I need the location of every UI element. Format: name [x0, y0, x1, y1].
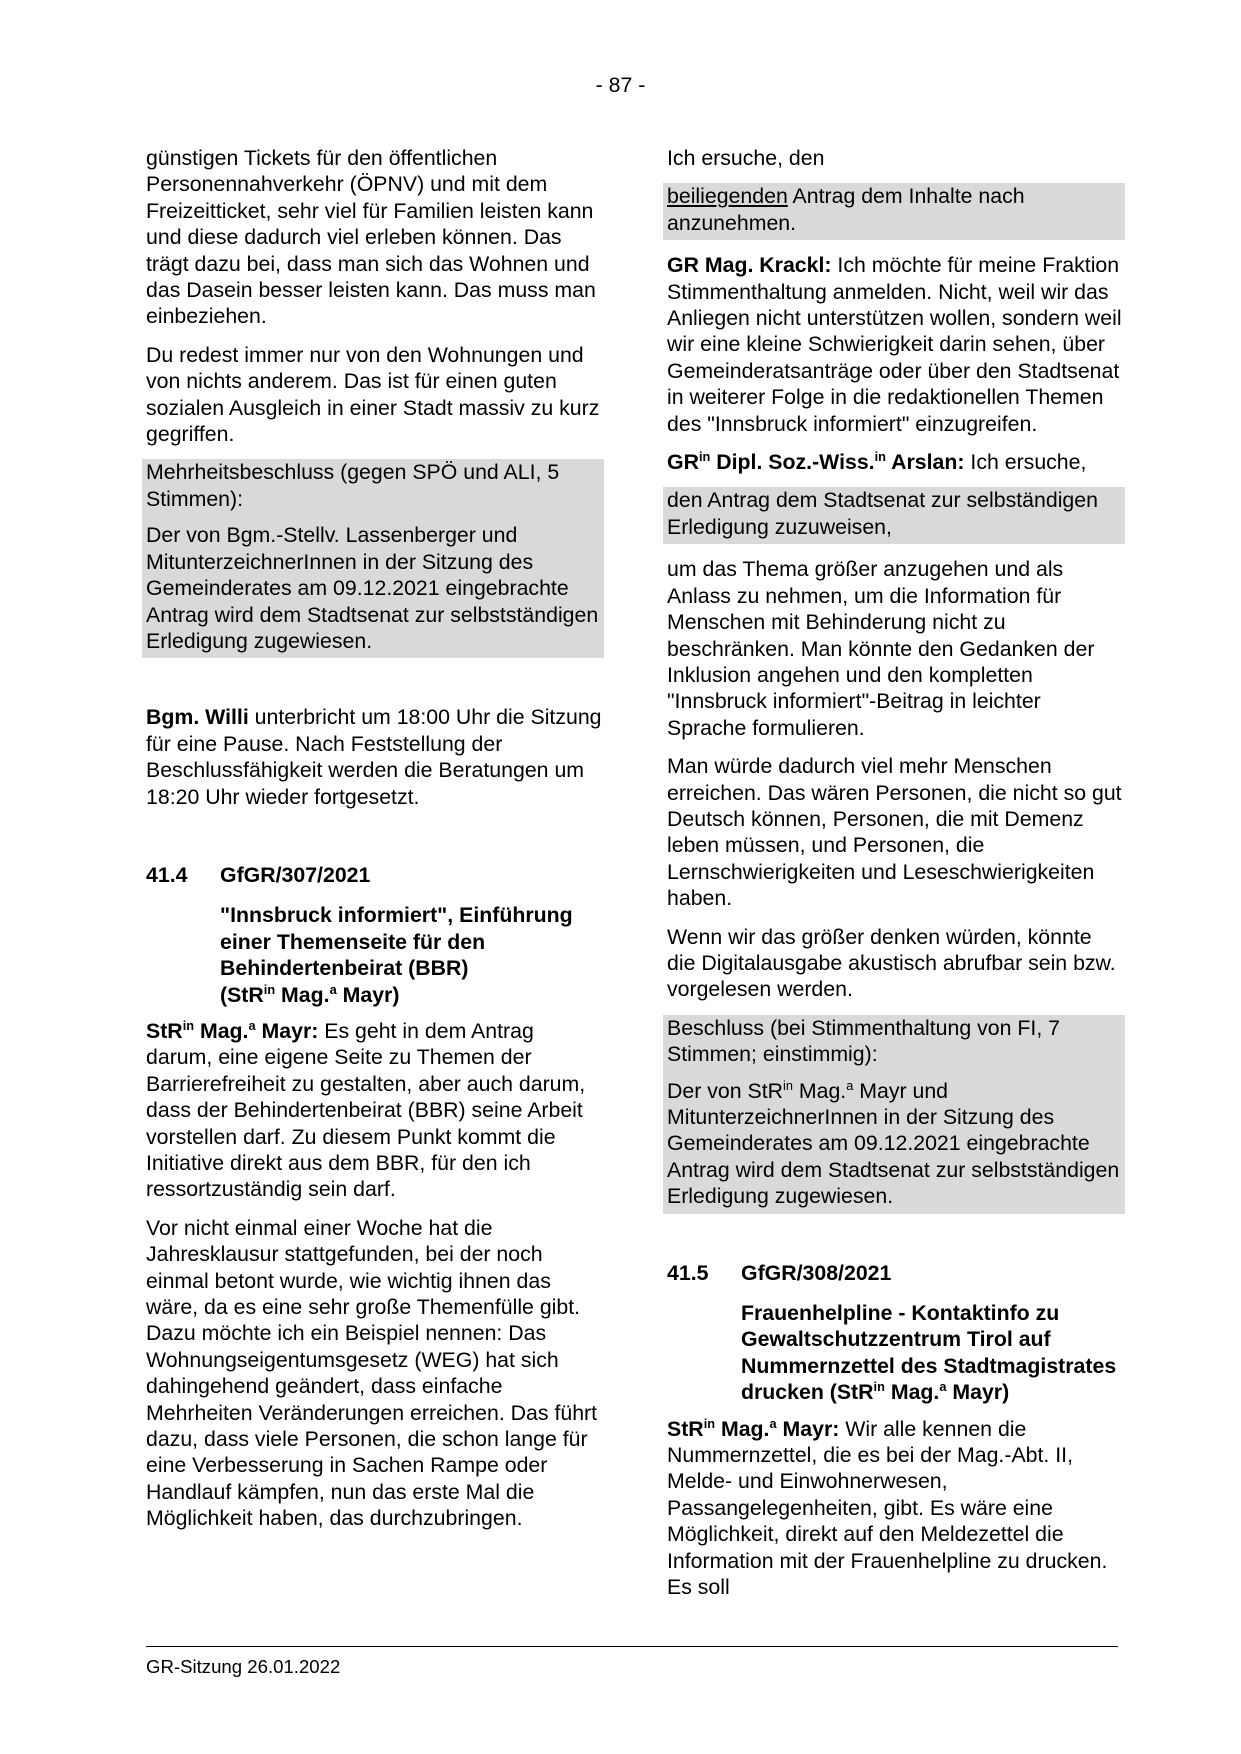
resolution-heading: Beschluss (bei Stimmenthaltung von FI, 7 Stimmen; einstimmig):	[667, 1015, 1060, 1067]
mayr-statement-1: StR$^{in}$ Mag.$^a$ Mayr: Es geht in dem Antrag darum, eine eigene Seite zu Themen der Barrierefreiheit zu gestalten, aber auch darum, dass der Behindertenbeirat (BBR) seine Arbeit vorstellen darf. Zu diesem Punkt kommt die Initiative direkt aus dem BBR, für den ich ressortzuständig sein darf.	[146, 1017, 586, 1202]
agenda-number: 41.4	[146, 862, 188, 887]
agenda-title-41-4	[220, 902, 604, 1008]
footer-text: GR-Sitzung 26.01.2022	[146, 1656, 341, 1677]
agenda-number: 41.5	[667, 1260, 709, 1285]
agenda-item-41-5-heading	[667, 1260, 1125, 1286]
request-intro: Ich ersuche, den	[667, 146, 825, 170]
motion-text: beiliegenden Antrag dem Inhalte nach anzunehmen.	[667, 184, 1025, 235]
right-paragraph-3: Man würde dadurch viel mehr Menschen erreichen. Das wären Personen, die nicht so gut Deutsch können, Personen, die mit Demenz leben müssen, und Personen, die Lernschwierigkeiten und Leseschwierigkeiten haben.	[667, 754, 1122, 911]
resolution-text: Der von Bgm.-Stellv. Lassenberger und MitunterzeichnerInnen in der Sitzung des Gemeinderates am 09.12.2021 eingebrachte Antrag wird dem Stadtsenat zur selbstständigen Erledigung zugewiesen.	[146, 523, 599, 653]
agenda-code: GfGR/307/2021	[220, 862, 371, 887]
resolution-heading: Mehrheitsbeschluss (gegen SPÖ und ALI, 5 Stimmen):	[146, 460, 560, 511]
arslan-motion-box	[663, 487, 1125, 544]
pause-text: unterbricht um 18:00 Uhr die Sitzung für eine Pause. Nach Feststellung der Beschlussfähigkeit werden die Beratungen um 18:20 Uhr wieder fortgesetzt.	[146, 705, 602, 809]
resolution-text: Der von StR$^{in}$ Mag.$^a$ Mayr und MitunterzeichnerInnen in der Sitzung des Gemeinderates am 09.12.2021 eingebrachte Antrag wird dem Stadtsenat zur selbstständigen Erledigung zugewiesen.	[667, 1077, 1120, 1209]
arslan-statement: $GR^{in}$ Dipl. Soz.-Wiss.$^{in}$ Arslan: Ich ersuche,	[667, 448, 1087, 475]
page-number: - 87 -	[595, 73, 646, 97]
resolution-box-left	[142, 459, 604, 658]
mayr-statement-2: Vor nicht einmal einer Woche hat die Jahresklausur stattgefunden, bei der noch einmal betont wurde, wie wichtig ihnen das wäre, da es eine sehr große Themenfülle gibt. Dazu möchte ich ein Beispiel nennen: Das Wohnungseigentumsgesetz (WEG) hat sich dahingehend geändert, dass einfache Mehrheiten Veränderungen erreichen. Das führt dazu, dass viele Personen, die schon lange für eine Verbesserung in Sachen Rampe oder Handlauf kämpfen, nun das erste Mal die Möglichkeit haben, das durchzubringen.	[146, 1215, 598, 1531]
resolution-box-right	[663, 1015, 1125, 1214]
agenda-item-41-4-heading	[146, 862, 604, 888]
footer-rule	[146, 1646, 1118, 1647]
agenda-title-text: "Innsbruck informiert", Einführung einer Themenseite für den Behindertenbeirat (BBR)	[220, 903, 573, 981]
speaker-krackl: GR Mag. Krackl:	[667, 253, 832, 278]
krackl-statement: GR Mag. Krackl: Ich möchte für meine Fraktion Stimmenthaltung anmelden. Nicht, weil wir das Anliegen nicht unterstützen wollen, sondern weil wir eine kleine Schwierigkeit darin sehen, über Gemeinderatsanträge oder über den Stadtsenat in weiterer Folge in die redaktionellen Themen des "Innsbruck informiert" einzugreifen.	[667, 253, 1122, 436]
right-column	[667, 145, 1125, 1613]
left-paragraph-2: Du redest immer nur von den Wohnungen und von nichts anderem. Das ist für einen guten sozialen Ausgleich in einer Stadt massiv zu kurz gegriffen.	[146, 342, 600, 447]
agenda-title-41-5: Frauenhelpline - Kontaktinfo zu Gewaltschutzzentrum Tirol auf Nummernzettel des Stadtmagistrates drucken (StR$^{in}$ Mag.$^a$ Mayr)	[741, 1301, 1117, 1405]
speaker-mayr: StR$^{in}$ Mag.$^a$ Mayr:	[667, 1415, 840, 1441]
right-paragraph-2: um das Thema größer anzugehen und als Anlass zu nehmen, um die Information für Menschen mit Behinderung nicht zu beschränken. Man könnte den Gedanken der Inklusion angehen und den kompletten "Innsbruck informiert"-Beitrag in leichter Sprache formulieren.	[667, 557, 1095, 740]
left-paragraph-1: günstigen Tickets für den öffentlichen Personennahverkehr (ÖPNV) und mit dem Freizeitticket, sehr viel für Familien leisten kann und diese dadurch viel erleben können. Das trägt dazu bei, dass man sich das Wohnen und das Dasein besser leisten kann. Das muss man einbeziehen.	[146, 146, 596, 329]
mayr-statement-3: StR$^{in}$ Mag.$^a$ Mayr: Wir alle kennen die Nummernzettel, die es bei der Mag.-Abt. II, Melde- und Einwohnerwesen, Passangelegenheiten, gibt. Es wäre eine Möglichkeit, direkt auf den Meldezettel die Information mit der Frauenhelpline zu drucken. Es soll	[667, 1415, 1108, 1600]
pause-paragraph	[146, 704, 604, 810]
left-column	[146, 145, 604, 1544]
speaker-willi: Bgm. Willi	[146, 705, 249, 730]
arslan-motion: den Antrag dem Stadtsenat zur selbständigen Erledigung zuzuweisen,	[667, 488, 1098, 539]
agenda-title-author: (StR$^{in}$ Mag.$^a$ Mayr)	[220, 981, 400, 1007]
agenda-code: GfGR/308/2021	[741, 1260, 892, 1285]
speaker-mayr: StR$^{in}$ Mag.$^a$ Mayr:	[146, 1017, 319, 1043]
speaker-arslan: $GR^{in}$ Dipl. Soz.-Wiss.$^{in}$ Arslan:	[667, 448, 965, 475]
motion-box	[663, 183, 1125, 240]
right-paragraph-4: Wenn wir das größer denken würden, könnte die Digitalausgabe akustisch abrufbar sein bzw. vorgelesen werden.	[667, 924, 1116, 1002]
